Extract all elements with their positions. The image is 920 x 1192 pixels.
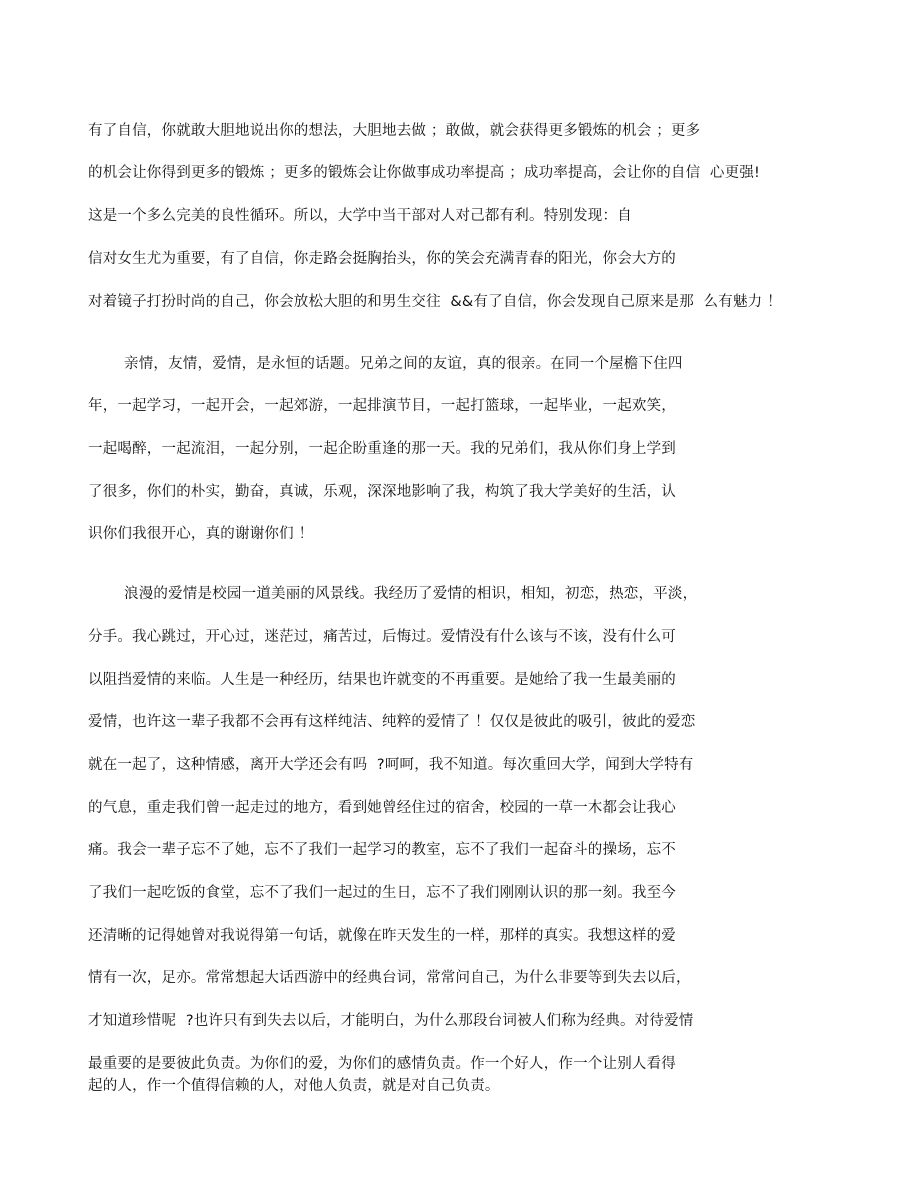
paragraph-2-line-2: 年，一起学习，一起开会，一起郊游，一起排演节目，一起打篮球，一起毕业，一起欢笑， [88, 398, 676, 414]
paragraph-3-line-1: 浪漫的爱情是校园一道美丽的风景线。我经历了爱情的相识，相知，初恋，热恋，平淡， [124, 586, 698, 602]
paragraph-1-line-3: 这是一个多么完美的良性循环。所以，大学中当干部对人对己都有利。特别发现：自 [88, 208, 632, 224]
paragraph-3-line-5: 就在一起了，这种情感，离开大学还会有吗 ?呵呵，我不知道。每次重回大学，闻到大学特有 [88, 757, 694, 773]
paragraph-2-line-4: 了很多，你们的朴实，勤奋，真诚，乐观，深深地影响了我，构筑了我大学美好的生活，认 [88, 484, 676, 500]
paragraph-3-line-4: 爱情，也许这一辈子我都不会再有这样纯洁、纯粹的爱情了 ！仅仅是彼此的吸引，彼此的爱恋 [88, 714, 696, 730]
paragraph-1-line-5: 对着镜子打扮时尚的自己，你会放松大胆的和男生交往 &&有了自信，你会发现自己原来是那 么有魅力 ！ [88, 294, 782, 310]
paragraph-3-line-10: 情有一次，足亦。常常想起大话西游中的经典台词，常常问自己，为什么非要等到失去以后， [88, 970, 691, 986]
paragraph-3-line-7: 痛。我会一辈子忘不了她，忘不了我们一起学习的教室，忘不了我们一起奋斗的操场，忘不 [88, 842, 676, 858]
paragraph-1-line-4: 信对女生尤为重要，有了自信，你走路会挺胸抬头，你的笑会充满青春的阳光，你会大方的 [88, 251, 676, 267]
paragraph-2-line-1: 亲情，友情，爱情，是永恒的话题。兄弟之间的友谊，真的很亲。在同一个屋檐下住四 [124, 356, 683, 372]
paragraph-2-line-3: 一起喝醉，一起流泪，一起分别，一起企盼重逢的那一天。我的兄弟们，我从你们身上学到 [88, 441, 676, 457]
paragraph-1-line-1: 有了自信，你就敢大胆地说出你的想法，大胆地去做 ；敢做，就会获得更多锻炼的机会 ；更多 [88, 123, 701, 139]
paragraph-3-line-8: 了我们一起吃饭的食堂，忘不了我们一起过的生日，忘不了我们刚刚认识的那一刻。我至今 [88, 885, 676, 901]
paragraph-3-line-12: 最重要的是要彼此负责。为你们的爱，为你们的感情负责。作一个好人，作一个让别人看得 [88, 1056, 676, 1072]
paragraph-1-line-2: 的机会让你得到更多的锻炼 ；更多的锻炼会让你做事成功率提高 ；成功率提高，会让你的自信 心更强! [88, 165, 761, 181]
paragraph-2-line-5: 识你们我很开心，真的谢谢你们 ！ [88, 526, 314, 542]
paragraph-3-line-3: 以阻挡爱情的来临。人生是一种经历，结果也许就变的不再重要。是她给了我一生最美丽的 [88, 672, 676, 688]
paragraph-3-line-11: 才知道珍惜呢 ?也许只有到失去以后，才能明白，为什么那段台词被人们称为经典。对待爱情 [88, 1013, 694, 1029]
paragraph-3-line-6: 的气息，重走我们曾一起走过的地方，看到她曾经住过的宿舍，校园的一草一木都会让我心 [88, 800, 676, 816]
paragraph-3-line-13: 起的人，作一个值得信赖的人，对他人负责，就是对自己负责。 [88, 1078, 500, 1094]
paragraph-3-line-9: 还清晰的记得她曾对我说得第一句话，就像在昨天发生的一样，那样的真实。我想这样的爱 [88, 928, 676, 944]
paragraph-3-line-2: 分手。我心跳过，开心过，迷茫过，痛苦过，后悔过。爱情没有什么该与不该，没有什么可 [88, 629, 676, 645]
